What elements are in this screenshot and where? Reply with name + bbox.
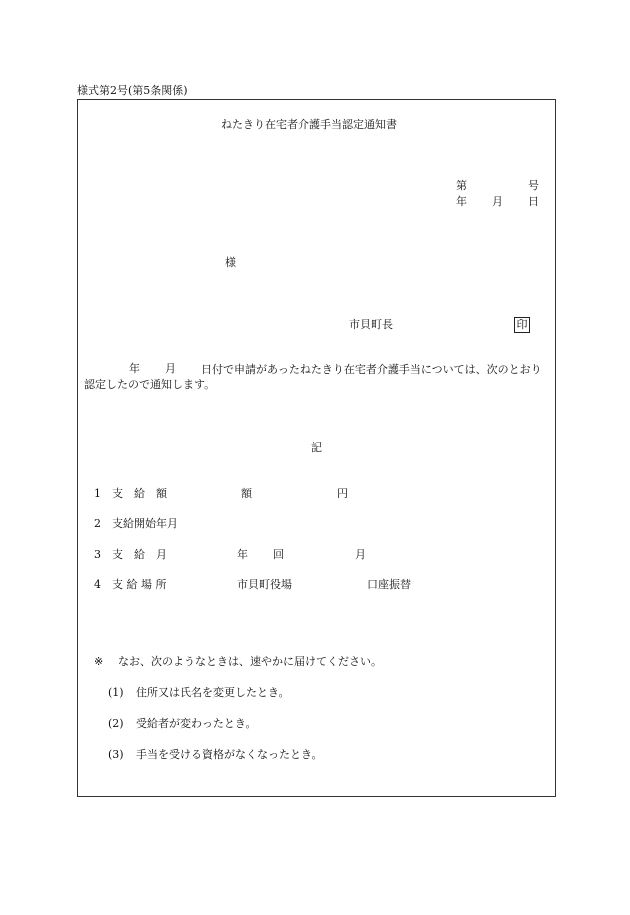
- item-payment-office: 市貝町役場: [237, 578, 292, 591]
- item-number: 4: [94, 578, 101, 591]
- seal-mark: 印: [514, 317, 530, 333]
- item-number: 2: [94, 517, 101, 530]
- item-payment-transfer: 口座振替: [367, 578, 411, 591]
- item-amount-unit: 額: [241, 487, 252, 500]
- item-label-start-month: 支給開始年月: [112, 517, 178, 530]
- doc-date-day: 日: [528, 195, 539, 208]
- body-year: 年: [129, 362, 140, 375]
- notice-item-number: (1): [108, 686, 124, 699]
- ki-heading: 記: [311, 441, 322, 454]
- document-title: ねたきり在宅者介護手当認定通知書: [221, 118, 397, 131]
- notice-text: なお、次のようなときは、速やかに届けてください。: [118, 655, 382, 668]
- form-label: 様式第2号(第5条関係): [77, 84, 188, 97]
- doc-date-year: 年: [456, 195, 467, 208]
- item-payment-year: 年: [237, 548, 248, 561]
- notice-item-text: 住所又は氏名を変更したとき。: [136, 686, 290, 699]
- body-paragraph: 日付で申請があったねたきり在宅者介護手当については、次のとおり認定したので通知します。: [84, 363, 542, 391]
- item-label-amount: 支 給 額: [112, 487, 167, 500]
- addressee-honorific: 様: [225, 256, 236, 269]
- notice-item-text: 手当を受ける資格がなくなったとき。: [136, 748, 323, 761]
- notice-item-number: (3): [108, 748, 124, 761]
- doc-number-suffix: 号: [528, 179, 539, 192]
- body-month: 月: [165, 362, 176, 375]
- notice-item-number: (2): [108, 717, 124, 730]
- item-number: 1: [94, 487, 101, 500]
- item-number: 3: [94, 548, 101, 561]
- item-payment-month: 月: [355, 548, 366, 561]
- doc-date-month: 月: [492, 195, 503, 208]
- item-label-payment-month: 支 給 月: [112, 548, 167, 561]
- doc-number-prefix: 第: [456, 179, 467, 192]
- item-payment-times: 回: [273, 548, 284, 561]
- notice-item-text: 受給者が変わったとき。: [136, 717, 257, 730]
- item-amount-yen: 円: [337, 487, 348, 500]
- item-label-payment-place: 支 給 場 所: [112, 578, 167, 591]
- notice-mark: ※: [94, 655, 104, 668]
- issuer-title: 市貝町長: [349, 318, 393, 331]
